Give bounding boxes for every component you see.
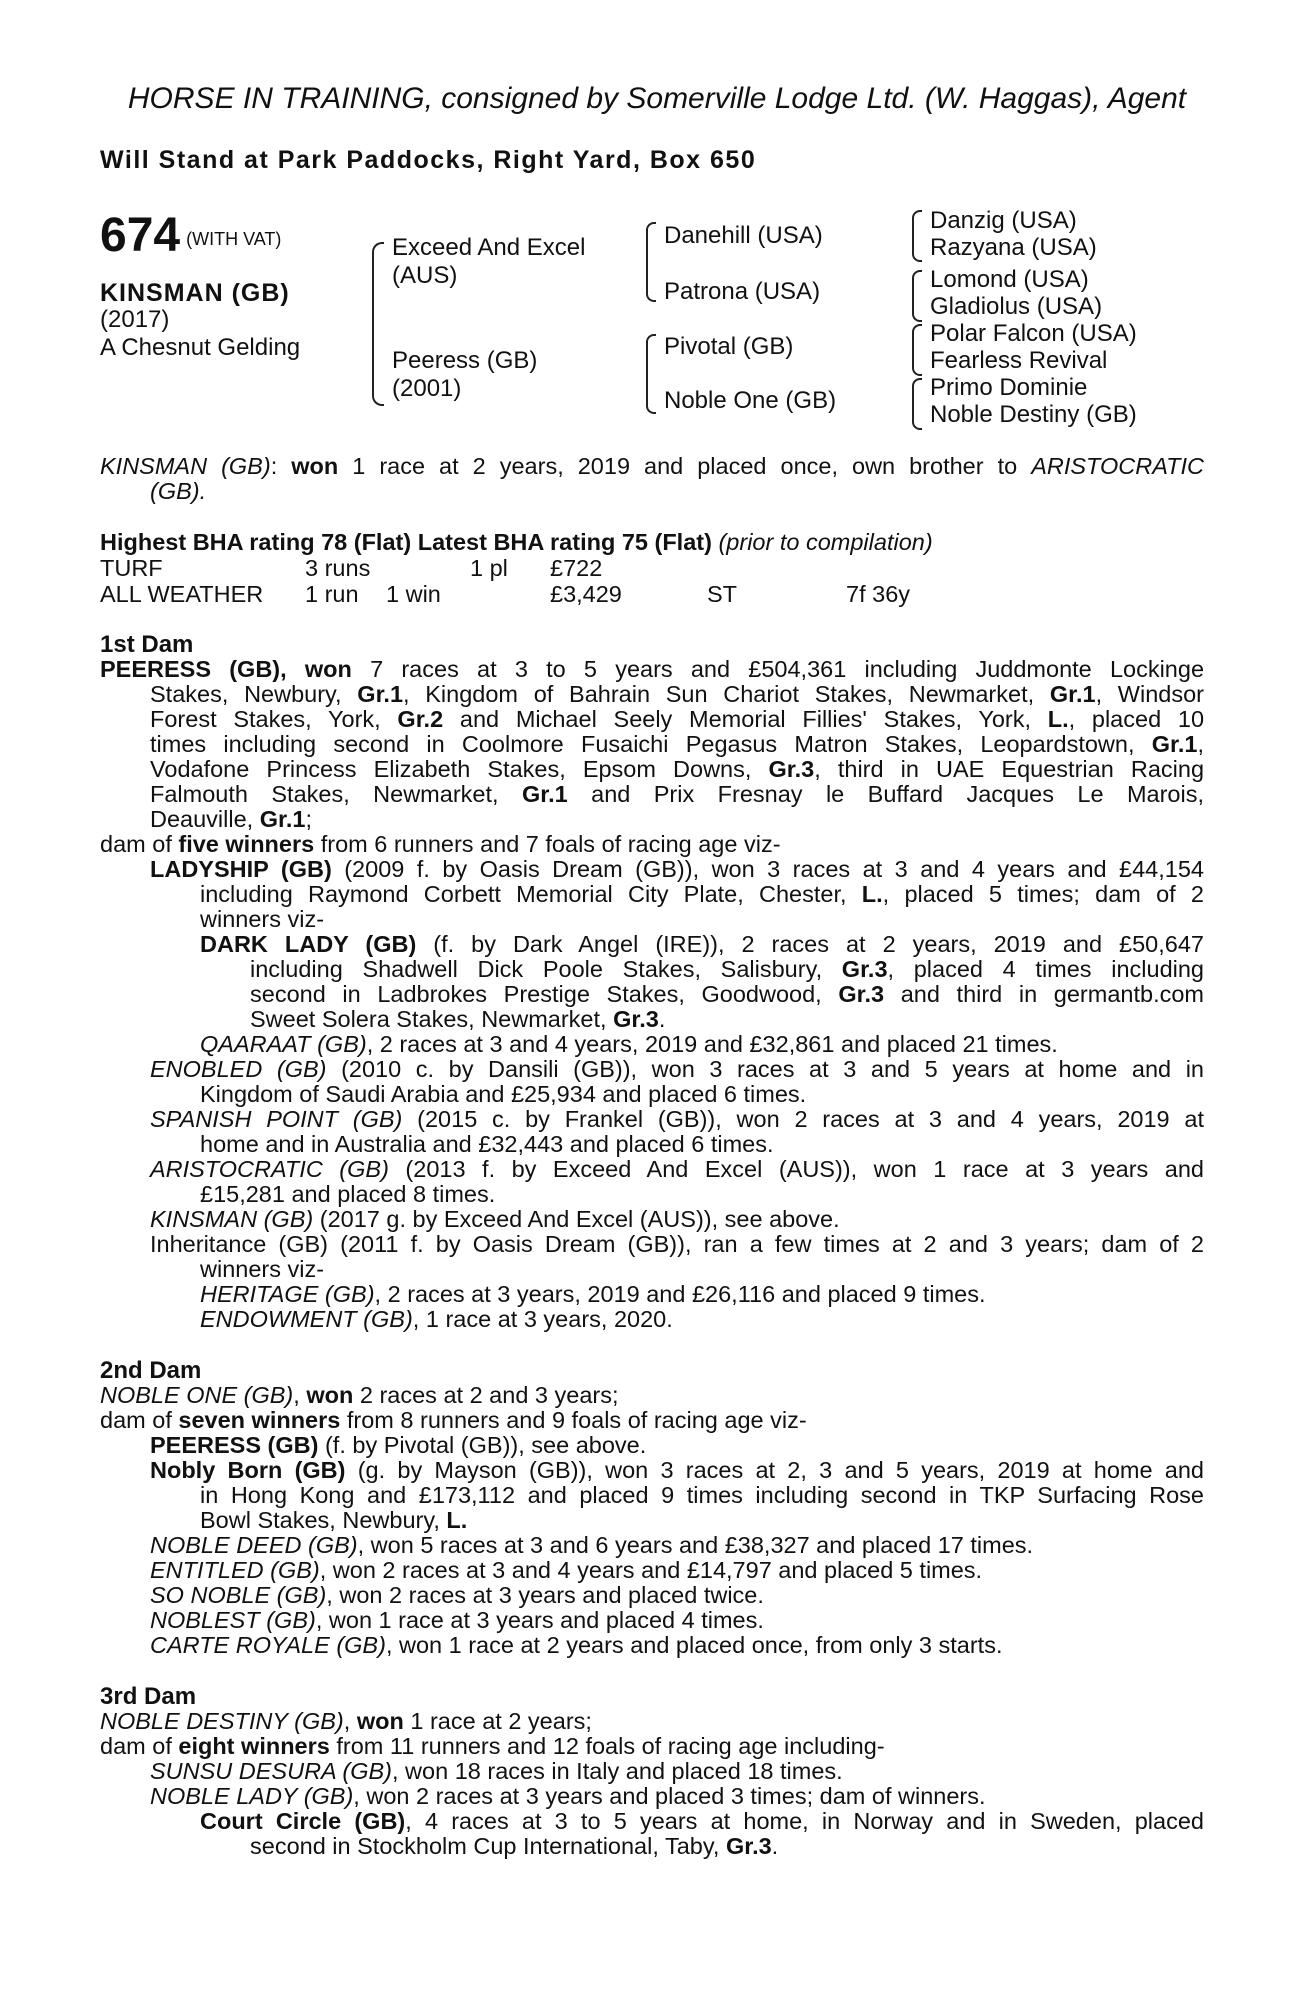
catalogue-header: HORSE IN TRAINING, consigned by Somerville Lodge Ltd. (W. Haggas), Agent — [127, 82, 1187, 115]
produce-line: Sweet Solera Stakes, Newmarket, Gr.3. — [250, 1006, 666, 1032]
turf-earnings: £722 — [550, 555, 603, 581]
dam-line: PEERESS (GB), won 7 races at 3 to 5 years and £504,361 including Juddmonte Lockinge — [100, 656, 1205, 682]
granddam: Razyana (USA) — [930, 234, 1097, 261]
produce-line: NOBLEST (GB), won 1 race at 3 years and placed 4 times. — [150, 1607, 764, 1633]
dam-line: Falmouth Stakes, Newmarket, Gr.1 and Prix Fresnay le Buffard Jacques Le Marois, — [150, 781, 1204, 807]
produce-line: QAARAAT (GB), 2 races at 3 and 4 years, 2019 and £32,861 and placed 21 times. — [200, 1031, 1058, 1057]
foaling-year: (2017) — [100, 306, 170, 333]
produce-line: SO NOBLE (GB), won 2 races at 3 years and placed twice. — [150, 1582, 764, 1608]
dam-line: dam of seven winners from 8 runners and 9 foals of racing age viz- — [100, 1407, 807, 1433]
section-heading: 1st Dam — [100, 631, 194, 658]
dam-line: Stakes, Newbury, Gr.1, Kingdom of Bahrain Sun Chariot Stakes, Newmarket, Gr.1, Windsor — [150, 681, 1204, 707]
bha-rating: Highest BHA rating 78 (Flat) Latest BHA rating 75 (Flat) (prior to compilation) — [100, 529, 933, 555]
produce-line: Court Circle (GB), 4 races at 3 to 5 years at home, in Norway and in Sweden, placed — [200, 1808, 1204, 1834]
turf-runs: 3 runs — [305, 555, 371, 581]
section-heading: 3rd Dam — [100, 1683, 197, 1710]
lot-number — [100, 208, 281, 263]
produce-line: ARISTOCRATIC (GB) (2013 f. by Exceed And Excel (AUS)), won 1 race at 3 years and — [150, 1156, 1204, 1182]
horse-description: A Chesnut Gelding — [100, 334, 301, 361]
dam-line: dam of eight winners from 11 runners and 12 foals of racing age including- — [100, 1733, 885, 1759]
aw-surface: ST — [707, 581, 738, 607]
produce-line: winners viz- — [200, 1256, 325, 1282]
produce-line: NOBLE DEED (GB), won 5 races at 3 and 6 years and £38,327 and placed 17 times. — [150, 1532, 1034, 1558]
lot-number-value: 674 — [100, 209, 181, 262]
sire-origin: (AUS) — [392, 262, 458, 289]
aw-distance: 7f 36y — [846, 581, 911, 607]
produce-line: DARK LADY (GB) (f. by Dark Angel (IRE)), 2 races at 2 years, 2019 and £50,647 — [200, 931, 1204, 957]
sire-name: Exceed And Excel — [392, 234, 586, 261]
dam-line: NOBLE DESTINY (GB), won 1 race at 2 years; — [100, 1708, 592, 1734]
dam-line: Deauville, Gr.1; — [150, 806, 312, 832]
pedigree-brace — [912, 270, 922, 322]
produce-line: second in Stockholm Cup International, Taby, Gr.3. — [250, 1833, 779, 1859]
produce-line: Nobly Born (GB) (g. by Mayson (GB)), won 3 races at 2, 3 and 5 years, 2019 at home and — [150, 1457, 1204, 1483]
race-summary: KINSMAN (GB): won 1 race at 2 years, 2019 and placed once, own brother to ARISTOCRATIC — [100, 453, 1204, 479]
grandsire: Primo Dominie — [930, 374, 1088, 401]
sire-sire: Danehill (USA) — [664, 222, 823, 249]
pedigree-brace — [646, 334, 656, 414]
produce-line: HERITAGE (GB), 2 races at 3 years, 2019 and £26,116 and placed 9 times. — [200, 1281, 986, 1307]
produce-line: Bowl Stakes, Newbury, L. — [200, 1507, 468, 1533]
grandsire: Lomond (USA) — [930, 266, 1089, 293]
produce-line: NOBLE LADY (GB), won 2 races at 3 years and placed 3 times; dam of winners. — [150, 1783, 986, 1809]
vat-note: (WITH VAT) — [186, 229, 282, 249]
produce-line: home and in Australia and £32,443 and placed 6 times. — [200, 1131, 774, 1157]
granddam: Noble Destiny (GB) — [930, 401, 1137, 428]
produce-line: Kingdom of Saudi Arabia and £25,934 and placed 6 times. — [200, 1081, 807, 1107]
produce-line: including Raymond Corbett Memorial City Plate, Chester, L., placed 5 times; dam of 2 — [200, 881, 1204, 907]
turf-label: TURF — [100, 555, 163, 581]
produce-line: second in Ladbrokes Prestige Stakes, Goodwood, Gr.3 and third in germantb.com — [250, 981, 1204, 1007]
pedigree-brace — [372, 242, 384, 406]
section-heading: 2nd Dam — [100, 1357, 202, 1384]
race-summary-cont: (GB). — [150, 478, 207, 504]
dam-sire: Pivotal (GB) — [664, 333, 794, 360]
dam-name: Peeress (GB) — [392, 347, 538, 374]
dam-line: dam of five winners from 6 runners and 7 foals of racing age viz- — [100, 831, 781, 857]
granddam: Gladiolus (USA) — [930, 293, 1103, 320]
produce-line: including Shadwell Dick Poole Stakes, Salisbury, Gr.3, placed 4 times including — [250, 956, 1204, 982]
aw-runs: 1 run — [305, 581, 359, 607]
produce-line: LADYSHIP (GB) (2009 f. by Oasis Dream (GB)), won 3 races at 3 and 4 years and £44,154 — [150, 856, 1204, 882]
produce-line: SPANISH POINT (GB) (2015 c. by Frankel (GB)), won 2 races at 3 and 4 years, 2019 at — [150, 1106, 1204, 1132]
turf-placed: 1 pl — [470, 555, 508, 581]
grandsire: Polar Falcon (USA) — [930, 320, 1137, 347]
aw-wins: 1 win — [386, 581, 441, 607]
produce-line: ENDOWMENT (GB), 1 race at 3 years, 2020. — [200, 1306, 673, 1332]
pedigree-brace — [912, 324, 922, 376]
granddam: Fearless Revival — [930, 347, 1108, 374]
produce-line: CARTE ROYALE (GB), won 1 race at 2 years and placed once, from only 3 starts. — [150, 1632, 1003, 1658]
produce-line: PEERESS (GB) (f. by Pivotal (GB)), see above. — [150, 1432, 647, 1458]
pedigree-brace — [646, 222, 656, 302]
produce-line: winners viz- — [200, 906, 325, 932]
aw-label: ALL WEATHER — [100, 581, 264, 607]
produce-line: ENTITLED (GB), won 2 races at 3 and 4 years and £14,797 and placed 5 times. — [150, 1557, 983, 1583]
produce-line: in Hong Kong and £173,112 and placed 9 times including second in TKP Surfacing Rose — [200, 1482, 1204, 1508]
dam-line: Forest Stakes, York, Gr.2 and Michael Seely Memorial Fillies' Stakes, York, L., placed 10 — [150, 706, 1205, 732]
produce-line: SUNSU DESURA (GB), won 18 races in Italy and placed 18 times. — [150, 1758, 843, 1784]
dam-dam: Noble One (GB) — [664, 387, 837, 414]
produce-line: ENOBLED (GB) (2010 c. by Dansili (GB)), won 3 races at 3 and 5 years at home and in — [150, 1056, 1204, 1082]
stable-location: Will Stand at Park Paddocks, Right Yard, Box 650 — [100, 146, 757, 174]
dam-year: (2001) — [392, 375, 462, 402]
grandsire: Danzig (USA) — [930, 207, 1077, 234]
sire-dam: Patrona (USA) — [664, 278, 821, 305]
horse-name: KINSMAN (GB) — [100, 279, 290, 307]
dam-line: Vodafone Princess Elizabeth Stakes, Epsom Downs, Gr.3, third in UAE Equestrian Racing — [150, 756, 1205, 782]
aw-earnings: £3,429 — [550, 581, 622, 607]
dam-line: times including second in Coolmore Fusaichi Pegasus Matron Stakes, Leopardstown, Gr.1, — [150, 731, 1204, 757]
pedigree-brace — [912, 378, 922, 430]
produce-line: £15,281 and placed 8 times. — [200, 1181, 496, 1207]
produce-line: KINSMAN (GB) (2017 g. by Exceed And Excel (AUS)), see above. — [150, 1206, 840, 1232]
dam-line: NOBLE ONE (GB), won 2 races at 2 and 3 years; — [100, 1382, 619, 1408]
produce-line: Inheritance (GB) (2011 f. by Oasis Dream (GB)), ran a few times at 2 and 3 years; dam of 2 — [150, 1231, 1204, 1257]
pedigree-brace — [912, 210, 922, 262]
